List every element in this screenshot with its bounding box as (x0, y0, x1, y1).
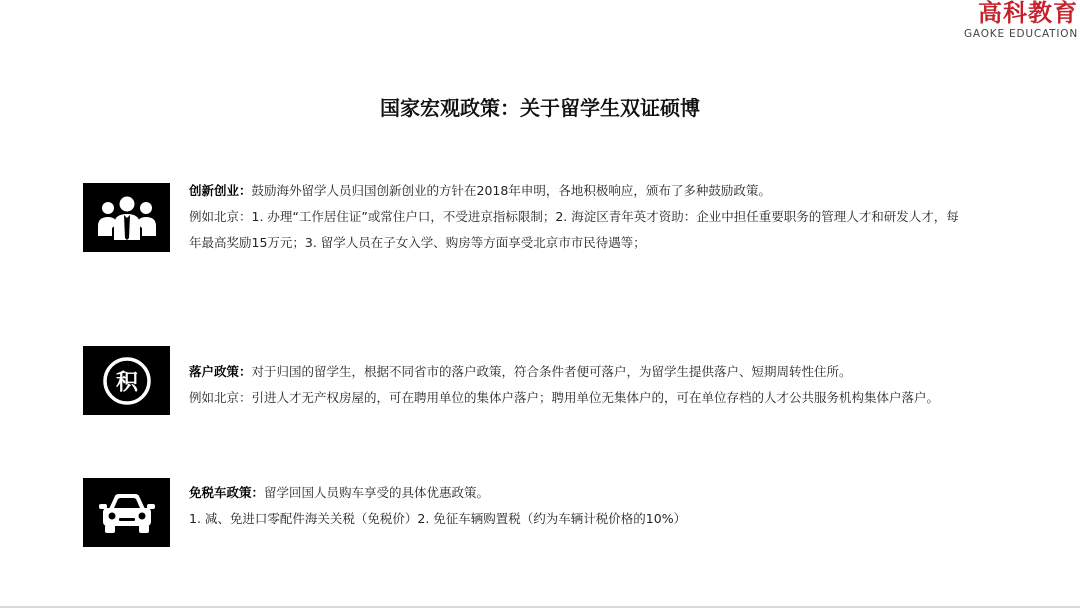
car-icon (83, 478, 170, 547)
section-line: 例如北京：引进人才无产权房屋的，可在聘用单位的集体户落户；聘用单位无集体户的，可在单位存档的人才公共服务机构集体户落户。 (189, 390, 940, 405)
section-settlement (189, 359, 1039, 411)
section-lead: 对于归国的留学生，根据不同省市的落户政策，符合条件者便可落户，为留学生提供落户、短期周转性住所。 (251, 364, 852, 379)
section-duty-free-car (189, 480, 1039, 532)
section-lead-line (189, 178, 1039, 204)
section-lead: 鼓励海外留学人员归国创新创业的方针在2018年申明，各地积极响应，颁布了多种鼓励政策。 (251, 183, 771, 198)
brand-name-en: GAOKE EDUCATION (964, 28, 1078, 40)
section-heading: 落户政策： (189, 364, 252, 379)
section-lead: 留学回国人员购车享受的具体优惠政策。 (264, 485, 490, 500)
section-lead-line (189, 359, 1039, 385)
section-line: 1. 减、免进口零配件海关关税（免税价）2. 免征车辆购置税（约为车辆计税价格的10%） (189, 511, 687, 526)
brand-logo (964, 0, 1078, 41)
brand-name-cn: 高科教育 (978, 0, 1078, 27)
page-title: 国家宏观政策：关于留学生双证硕博 (380, 96, 700, 120)
section-line: 例如北京：1. 办理“工作居住证”或常住户口，不受进京指标限制；2. 海淀区青年英才资助：企业中担任重要职务的管理人才和研发人才，每 (189, 209, 959, 224)
section-innovation (189, 178, 1039, 256)
people-group-icon (83, 183, 170, 252)
section-lead-line (189, 480, 1039, 506)
section-line: 年最高奖励15万元；3. 留学人员在子女入学、购房等方面享受北京市市民待遇等； (189, 235, 646, 250)
section-heading: 免税车政策： (189, 485, 265, 500)
points-badge-text: 积 (115, 370, 138, 395)
points-badge-icon (83, 346, 170, 415)
section-heading: 创新创业： (189, 183, 252, 198)
